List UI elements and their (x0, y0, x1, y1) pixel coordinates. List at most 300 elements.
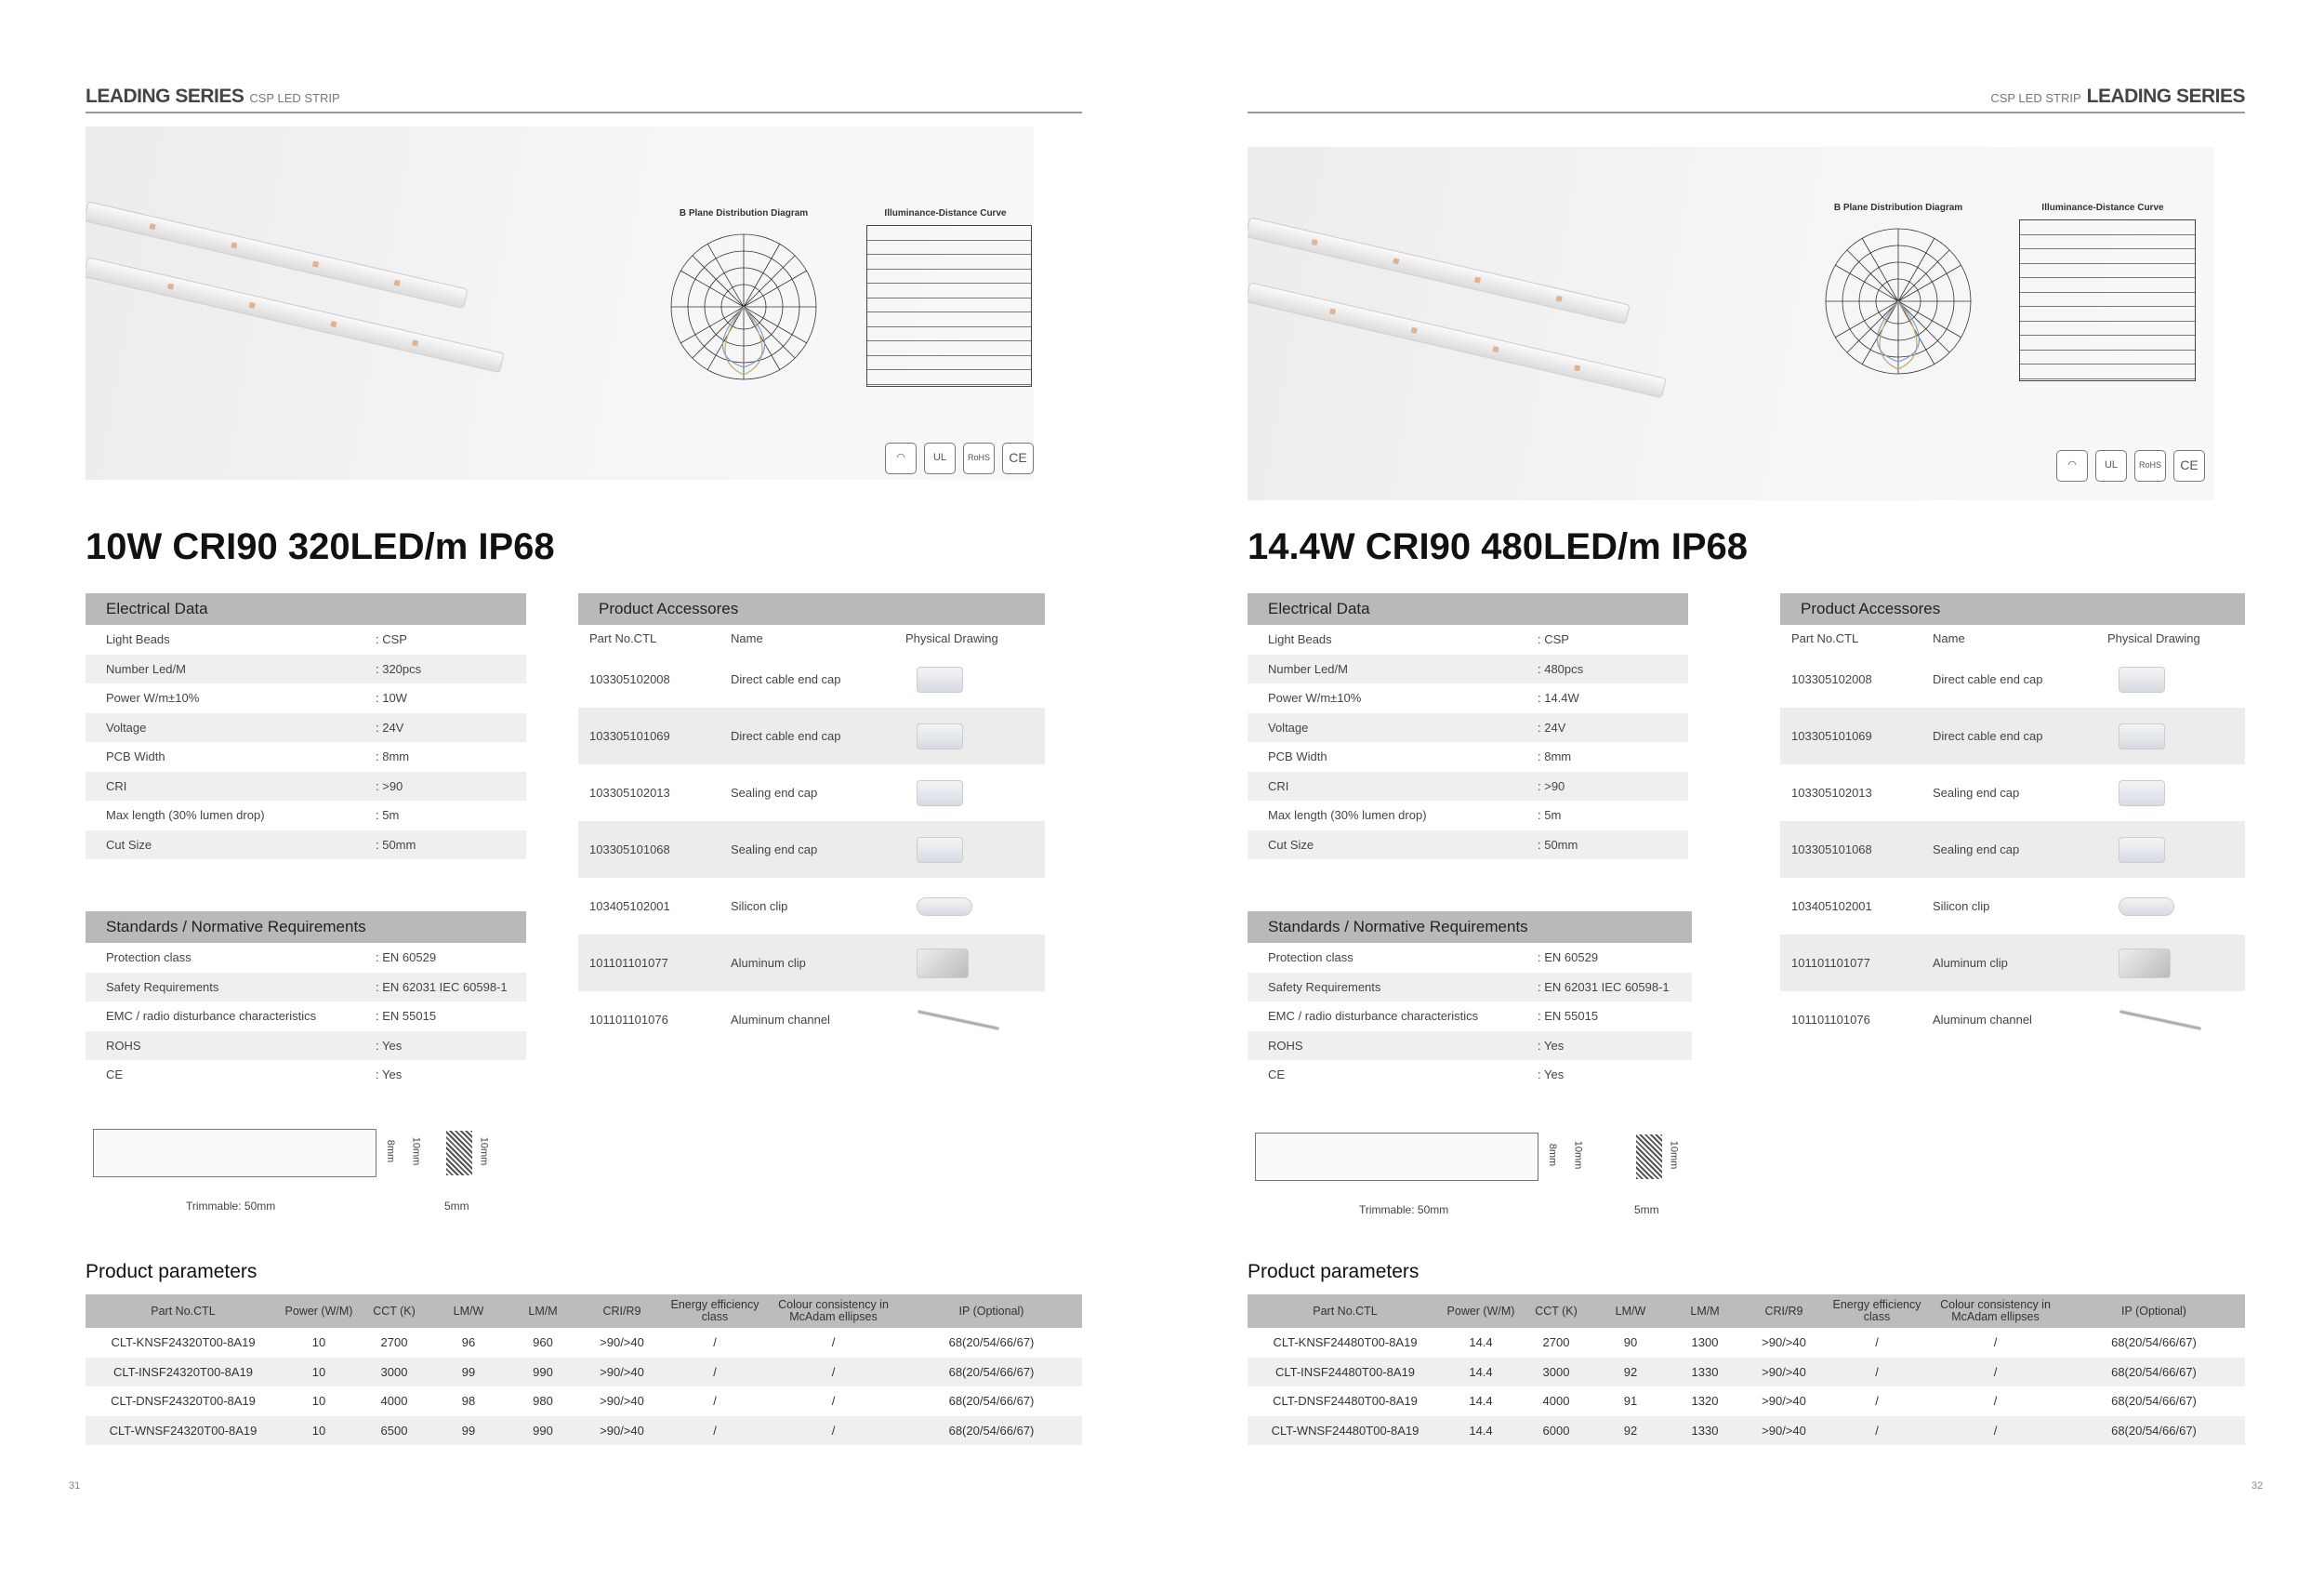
accessory-name: Sealing end cap (731, 786, 818, 800)
dimension-drawing (93, 1129, 521, 1222)
led-strip-image (86, 201, 469, 309)
rohs-icon: RoHS (2134, 450, 2166, 482)
params-col-header: CCT (K) (1519, 1294, 1593, 1328)
params-col-header: LM/W (1593, 1294, 1668, 1328)
section-heading: Product Accessores (1780, 593, 2245, 625)
data-row (1248, 1001, 1692, 1031)
polar-chart-icon (1805, 213, 1991, 399)
col-header: Name (731, 630, 763, 645)
accessory-part: 103305102013 (1791, 786, 1872, 800)
table-cell: 91 (1623, 1394, 1638, 1409)
row-value: : 14.4W (1538, 691, 1579, 706)
accessory-row (1780, 991, 2245, 1048)
accessory-name: Direct cable end cap (731, 729, 841, 743)
table-cell: 92 (1593, 1416, 1668, 1446)
params-table (1248, 1294, 2245, 1445)
section-heading: Product Accessores (578, 593, 1045, 625)
accessory-name: Silicon clip (1933, 899, 1990, 913)
accessory-part: 103305101068 (589, 842, 670, 856)
table-cell: / (1928, 1358, 2063, 1387)
table-row (1248, 1328, 2245, 1358)
curve-title: Illuminance-Distance Curve (884, 208, 1007, 219)
table-cell: CLT-INSF24320T00-8A19 (86, 1358, 281, 1387)
table-cell: 960 (533, 1335, 553, 1350)
params-title: Product parameters (1248, 1261, 1419, 1282)
params-col-header: Part No.CTL (1248, 1294, 1443, 1328)
accessory-name: Aluminum channel (1933, 1013, 2032, 1027)
ce-icon: CE (2173, 450, 2205, 482)
data-row (1248, 943, 1692, 973)
params-col-header: LM/W (431, 1294, 506, 1328)
data-row (1248, 655, 1688, 684)
cross-section-drawing (1636, 1134, 1662, 1179)
dim-label: 5mm (444, 1200, 469, 1213)
accessory-row (1780, 708, 2245, 764)
accessory-image (917, 897, 972, 916)
table-row (86, 1328, 1082, 1358)
row-value: : EN 60529 (1538, 950, 1599, 965)
row-key: Power W/m±10% (1268, 691, 1362, 706)
params-col-header: Energy efficiency class (664, 1294, 766, 1328)
row-key: ROHS (1268, 1038, 1303, 1053)
data-row (1248, 801, 1688, 830)
table-row (1248, 1386, 2245, 1416)
row-key: EMC / radio disturbance characteristics (1268, 1009, 1479, 1024)
illuminance-curve (857, 208, 1034, 219)
data-row (1248, 683, 1688, 713)
row-value: : EN 62031 IEC 60598-1 (1538, 979, 1670, 994)
data-row (86, 742, 526, 772)
product-hero-image (1248, 147, 2214, 500)
table-cell: 980 (533, 1394, 553, 1409)
strip-drawing (93, 1129, 376, 1177)
table-cell: >90/>40 (1742, 1416, 1826, 1446)
params-col-header: Colour consistency in McAdam ellipses (766, 1294, 901, 1328)
accessory-image (2119, 948, 2171, 978)
polar-diagram-title: B Plane Distribution Diagram (679, 208, 809, 219)
product-accessories (578, 593, 1045, 1048)
accessory-rows (578, 651, 1045, 1048)
row-value: : 24V (1538, 720, 1566, 735)
table-cell: >90/>40 (600, 1335, 644, 1350)
product-hero-image (86, 126, 1034, 480)
data-row (1248, 713, 1688, 743)
row-key: Safety Requirements (1268, 979, 1381, 994)
dim-label: 8mm (1547, 1143, 1559, 1167)
row-value: : 480pcs (1538, 661, 1584, 676)
table-cell: 96 (461, 1335, 476, 1350)
ce-icon: CE (1002, 443, 1034, 474)
table-cell: CLT-WNSF24480T00-8A19 (1248, 1416, 1443, 1446)
row-value: : Yes (1538, 1067, 1565, 1082)
table-cell: >90/>40 (1742, 1358, 1826, 1387)
accessory-image (917, 667, 963, 693)
row-key: PCB Width (106, 749, 165, 764)
polar-chart-icon (651, 219, 837, 404)
polar-diagram-title: B Plane Distribution Diagram (1833, 203, 1963, 213)
accessory-row (1780, 764, 2245, 821)
table-cell: >90/>40 (580, 1358, 664, 1387)
header-sub: CSP LED STRIP (249, 91, 340, 105)
table-cell: 3000 (1519, 1358, 1593, 1387)
table-cell: >90/>40 (1762, 1335, 1806, 1350)
dim-label: 5mm (1634, 1203, 1659, 1216)
cert-icon: UL (2095, 450, 2127, 482)
table-cell: 4000 (380, 1394, 408, 1409)
row-key: Number Led/M (1268, 661, 1348, 676)
standards-data (86, 911, 526, 1090)
row-value: : 5m (1538, 808, 1562, 823)
accessory-name: Sealing end cap (731, 842, 818, 856)
params-col-header: Colour consistency in McAdam ellipses (1928, 1294, 2063, 1328)
accessory-image (917, 780, 963, 806)
params-col-header: Energy efficiency class (1826, 1294, 1928, 1328)
accessory-part: 103405102001 (589, 899, 670, 913)
table-cell: >90/>40 (600, 1394, 644, 1409)
standards-rows (86, 943, 526, 1090)
data-row (86, 973, 526, 1002)
data-row (86, 1001, 526, 1031)
accessory-row (1780, 935, 2245, 991)
accessory-name: Direct cable end cap (731, 672, 841, 686)
accessory-name: Aluminum clip (1933, 956, 2008, 970)
row-key: Protection class (106, 950, 191, 965)
row-key: CE (106, 1067, 124, 1082)
table-cell: 1320 (1691, 1394, 1719, 1409)
row-value: : 24V (376, 720, 404, 735)
table-row (1248, 1358, 2245, 1387)
row-key: PCB Width (1268, 749, 1327, 764)
accessory-row (1780, 821, 2245, 878)
section-heading: Electrical Data (86, 593, 526, 625)
params-col-header: Power (W/M) (281, 1294, 357, 1328)
col-header: Physical Drawing (2107, 630, 2200, 645)
data-row (86, 625, 526, 655)
product-title: 10W CRI90 320LED/m IP68 (86, 526, 555, 567)
accessory-part: 101101101076 (1791, 1013, 1870, 1027)
dim-label: 10mm (410, 1136, 422, 1166)
dim-label: 10mm (478, 1136, 490, 1166)
table-cell: / (1826, 1358, 1928, 1387)
accessories-header (1780, 625, 2245, 651)
col-header: Physical Drawing (905, 630, 998, 645)
standards-data (1248, 911, 1692, 1090)
row-value: : Yes (376, 1067, 403, 1082)
electrical-data (86, 593, 526, 859)
electrical-data (1248, 593, 1688, 859)
table-cell: 68(20/54/66/67) (2063, 1358, 2245, 1387)
table-cell: 10 (311, 1335, 326, 1350)
table-row (86, 1386, 1082, 1416)
section-heading: Electrical Data (1248, 593, 1688, 625)
accessory-part: 103305101068 (1791, 842, 1872, 856)
table-cell: 1300 (1691, 1335, 1719, 1350)
table-cell: CLT-KNSF24320T00-8A19 (111, 1335, 256, 1350)
row-key: Protection class (1268, 950, 1353, 965)
table-cell: 1330 (1668, 1416, 1742, 1446)
polar-diagram (651, 208, 837, 409)
table-cell: / (1875, 1394, 1879, 1409)
accessory-name: Sealing end cap (1933, 842, 2020, 856)
table-cell: 68(20/54/66/67) (948, 1394, 1035, 1409)
row-value: : CSP (376, 632, 407, 647)
table-cell: 10 (281, 1416, 357, 1446)
row-key: Power W/m±10% (106, 691, 200, 706)
right-page (1162, 0, 2324, 1578)
trim-label: Trimmable: 50mm (1359, 1203, 1449, 1216)
table-cell: 99 (431, 1416, 506, 1446)
row-value: : 5m (376, 808, 400, 823)
table-cell: 3000 (357, 1358, 431, 1387)
row-value: : EN 60529 (376, 950, 437, 965)
data-row (1248, 742, 1688, 772)
data-row (86, 801, 526, 830)
data-row (86, 1060, 526, 1090)
section-heading: Standards / Normative Requirements (86, 911, 526, 943)
product-accessories (1780, 593, 2245, 1048)
table-cell: / (664, 1358, 766, 1387)
table-cell: 990 (506, 1358, 580, 1387)
cert-icon: UL (924, 443, 956, 474)
params-col-header: IP (Optional) (2063, 1294, 2245, 1328)
table-cell: CLT-WNSF24320T00-8A19 (86, 1416, 281, 1446)
data-row (86, 713, 526, 743)
row-value: : 320pcs (376, 661, 422, 676)
row-value: : 10W (376, 691, 407, 706)
params-table (86, 1294, 1082, 1445)
accessory-image (2119, 780, 2165, 806)
table-cell: 14.4 (1443, 1416, 1519, 1446)
row-key: CRI (1268, 778, 1289, 793)
cert-icon: ◠ (2056, 450, 2088, 482)
table-cell: 10 (311, 1394, 326, 1409)
table-cell: / (766, 1358, 901, 1387)
accessory-row (578, 878, 1045, 935)
data-row (86, 1031, 526, 1061)
table-cell: CLT-INSF24480T00-8A19 (1248, 1358, 1443, 1387)
row-value: : CSP (1538, 632, 1569, 647)
accessory-part: 101101101077 (1791, 956, 1870, 970)
accessory-part: 103305102008 (1791, 672, 1872, 686)
col-header: Part No.CTL (589, 630, 657, 645)
accessory-row (578, 764, 1045, 821)
accessory-name: Aluminum clip (731, 956, 806, 970)
accessory-image (2119, 667, 2165, 693)
params-col-header: CRI/R9 (1742, 1294, 1826, 1328)
row-key: Max length (30% lumen drop) (1268, 808, 1427, 823)
table-cell: 2700 (1542, 1335, 1570, 1350)
accessory-image (917, 948, 969, 978)
accessory-row (578, 708, 1045, 764)
table-cell: / (831, 1335, 836, 1350)
row-key: Safety Requirements (106, 979, 219, 994)
table-cell: 68(20/54/66/67) (2111, 1335, 2197, 1350)
table-cell: 68(20/54/66/67) (2111, 1394, 2197, 1409)
row-key: Number Led/M (106, 661, 186, 676)
curve-title: Illuminance-Distance Curve (2041, 203, 2164, 213)
table-cell: 68(20/54/66/67) (948, 1335, 1035, 1350)
table-cell: >90/>40 (580, 1416, 664, 1446)
dimension-drawing (1255, 1133, 1683, 1226)
data-row (86, 772, 526, 802)
row-value: : 8mm (1538, 749, 1572, 764)
accessory-image (917, 837, 963, 863)
table-row (86, 1358, 1082, 1387)
accessory-part: 103305102013 (589, 786, 670, 800)
row-key: Voltage (1268, 720, 1309, 735)
accessory-row (578, 821, 1045, 878)
row-key: Cut Size (106, 837, 152, 852)
table-cell: 68(20/54/66/67) (2063, 1416, 2245, 1446)
col-header: Part No.CTL (1791, 630, 1859, 645)
illuminance-curve (2010, 203, 2196, 213)
data-row (1248, 625, 1688, 655)
table-cell: 10 (281, 1358, 357, 1387)
table-cell: 90 (1623, 1335, 1638, 1350)
table-cell: 6500 (357, 1416, 431, 1446)
dim-label: 10mm (1572, 1140, 1584, 1170)
accessory-image (2119, 837, 2165, 863)
data-row (1248, 830, 1688, 860)
params-title: Product parameters (86, 1261, 257, 1282)
params-col-header: LM/M (1668, 1294, 1742, 1328)
rohs-icon: RoHS (963, 443, 995, 474)
table-cell: 14.4 (1469, 1394, 1493, 1409)
table-cell: / (1826, 1416, 1928, 1446)
params-col-header: Part No.CTL (86, 1294, 281, 1328)
row-key: ROHS (106, 1038, 141, 1053)
accessory-name: Aluminum channel (731, 1013, 830, 1027)
accessory-name: Direct cable end cap (1933, 672, 2043, 686)
electrical-rows (1248, 625, 1688, 859)
table-row (86, 1416, 1082, 1446)
row-value: : >90 (1538, 778, 1565, 793)
dim-label: 8mm (385, 1139, 397, 1163)
accessory-rows (1780, 651, 2245, 1048)
accessory-part: 101101101076 (589, 1013, 668, 1027)
row-key: Max length (30% lumen drop) (106, 808, 265, 823)
table-cell: 4000 (1542, 1394, 1570, 1409)
table-cell: 68(20/54/66/67) (901, 1416, 1082, 1446)
accessory-image (917, 723, 963, 749)
product-title: 14.4W CRI90 480LED/m IP68 (1248, 526, 1749, 567)
accessory-part: 103305101069 (1791, 729, 1872, 743)
accessory-name: Sealing end cap (1933, 786, 2020, 800)
row-value: : >90 (376, 778, 403, 793)
table-cell: CLT-DNSF24320T00-8A19 (111, 1394, 256, 1409)
accessory-name: Direct cable end cap (1933, 729, 2043, 743)
table-cell: / (664, 1416, 766, 1446)
row-value: : EN 55015 (1538, 1009, 1599, 1024)
accessories-header (578, 625, 1045, 651)
data-row (86, 655, 526, 684)
accessory-row (578, 935, 1045, 991)
params-col-header: Power (W/M) (1443, 1294, 1519, 1328)
params-col-header: CRI/R9 (580, 1294, 664, 1328)
accessory-row (578, 991, 1045, 1048)
page-number: 32 (2251, 1480, 2264, 1492)
header-sub: CSP LED STRIP (1990, 91, 2081, 105)
standards-rows (1248, 943, 1692, 1090)
row-value: : EN 62031 IEC 60598-1 (376, 979, 508, 994)
table-cell: / (1993, 1394, 1998, 1409)
table-cell: 990 (506, 1416, 580, 1446)
table-cell: / (1993, 1335, 1998, 1350)
accessory-part: 103305101069 (589, 729, 670, 743)
table-cell: 98 (461, 1394, 476, 1409)
accessory-image (2119, 723, 2165, 749)
table-cell: / (831, 1394, 836, 1409)
accessory-part: 103405102001 (1791, 899, 1872, 913)
table-cell: / (766, 1416, 901, 1446)
params-col-header: CCT (K) (357, 1294, 431, 1328)
row-key: Voltage (106, 720, 147, 735)
table-cell: 14.4 (1443, 1358, 1519, 1387)
row-value: : 8mm (376, 749, 410, 764)
table-cell: 2700 (380, 1335, 408, 1350)
accessory-row (1780, 651, 2245, 708)
table-cell: 99 (431, 1358, 506, 1387)
table-cell: CLT-DNSF24480T00-8A19 (1273, 1394, 1418, 1409)
row-value: : 50mm (376, 837, 416, 852)
data-row (86, 943, 526, 973)
table-cell: CLT-KNSF24480T00-8A19 (1273, 1335, 1418, 1350)
col-header: Name (1933, 630, 1965, 645)
data-row (86, 683, 526, 713)
table-cell: / (713, 1394, 717, 1409)
params-col-header: LM/M (506, 1294, 580, 1328)
row-value: : 50mm (1538, 837, 1578, 852)
dim-label: 10mm (1668, 1140, 1680, 1170)
data-row (1248, 772, 1688, 802)
table-row (1248, 1416, 2245, 1446)
accessory-image (918, 1009, 1000, 1030)
strip-drawing (1255, 1133, 1538, 1181)
table-cell: / (1928, 1416, 2063, 1446)
data-row (1248, 973, 1692, 1002)
row-key: Light Beads (1268, 632, 1332, 647)
accessory-image (2119, 897, 2174, 916)
row-value: : EN 55015 (376, 1009, 437, 1024)
row-key: Cut Size (1268, 837, 1314, 852)
table-cell: / (713, 1335, 717, 1350)
table-cell: 1330 (1668, 1358, 1742, 1387)
row-key: Light Beads (106, 632, 170, 647)
page-number: 31 (69, 1480, 81, 1492)
page-header (86, 86, 1082, 113)
electrical-rows (86, 625, 526, 859)
params-col-header: IP (Optional) (901, 1294, 1082, 1328)
data-row (1248, 1060, 1692, 1090)
table-cell: / (1875, 1335, 1879, 1350)
row-key: CE (1268, 1067, 1286, 1082)
trim-label: Trimmable: 50mm (186, 1200, 276, 1213)
accessory-image (2119, 1009, 2202, 1030)
polar-diagram (1805, 203, 1991, 404)
row-value: : Yes (376, 1038, 403, 1053)
accessory-row (1780, 878, 2245, 935)
header-series: LEADING SERIES (2086, 86, 2245, 107)
accessory-part: 103305102008 (589, 672, 670, 686)
accessory-name: Silicon clip (731, 899, 788, 913)
page-header (1248, 86, 2245, 113)
row-key: EMC / radio disturbance characteristics (106, 1009, 317, 1024)
led-strip-image (86, 257, 505, 373)
section-heading: Standards / Normative Requirements (1248, 911, 1692, 943)
table-cell: 6000 (1519, 1416, 1593, 1446)
data-row (86, 830, 526, 860)
cross-section-drawing (446, 1131, 472, 1175)
